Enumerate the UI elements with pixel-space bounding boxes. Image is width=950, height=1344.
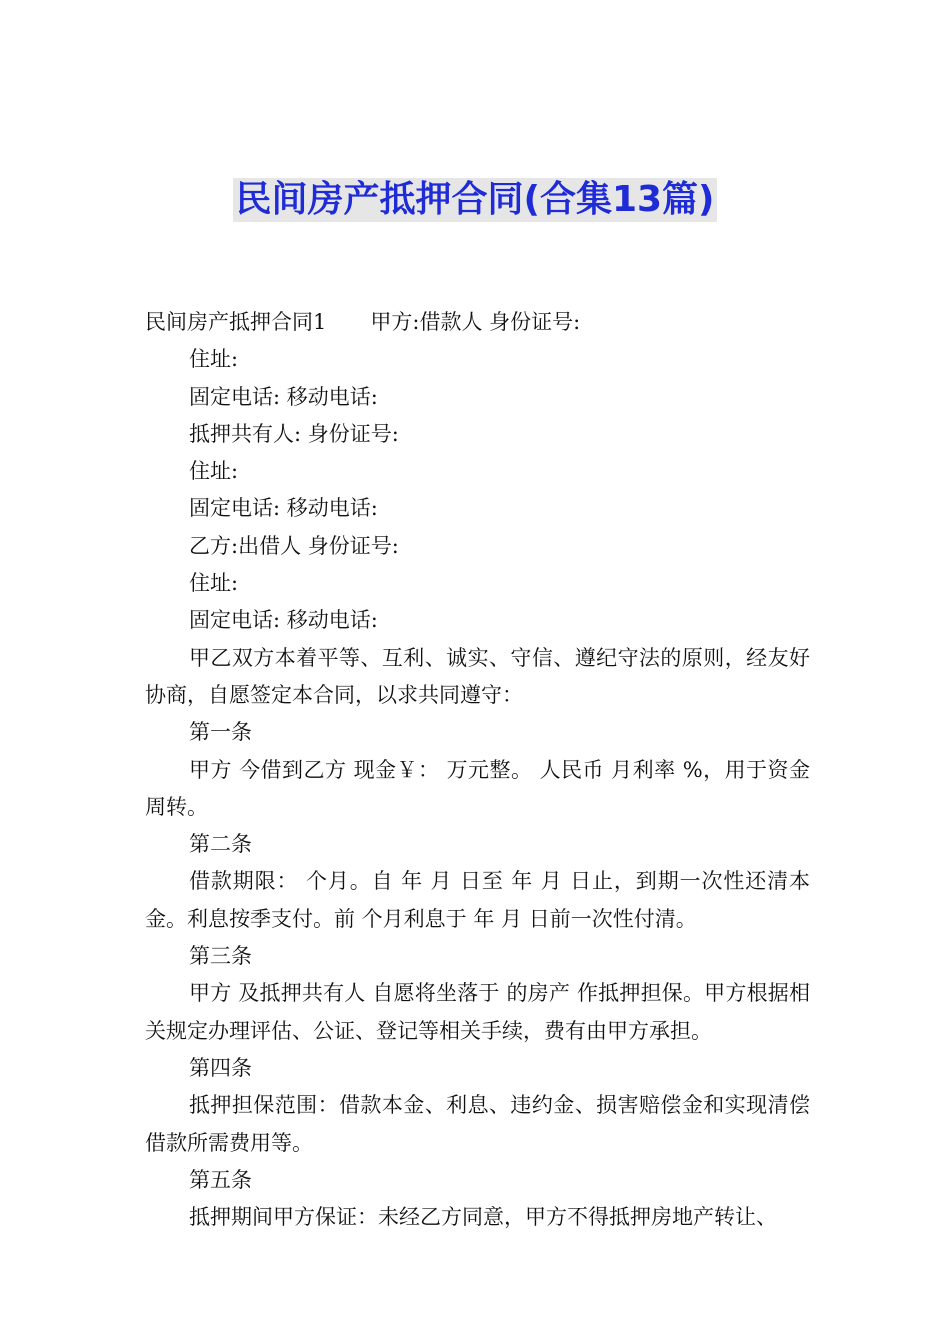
article-heading: 第四条	[189, 1055, 252, 1080]
article-heading: 第一条	[189, 720, 252, 745]
contract-heading: 民间房产抵押合同1	[145, 310, 327, 334]
paragraph: 固定电话: 移动电话:	[189, 384, 378, 409]
paragraph: 固定电话: 移动电话:	[189, 608, 378, 633]
paragraph: 住址:	[189, 347, 239, 372]
article-heading: 第五条	[189, 1167, 252, 1192]
article-heading: 第二条	[189, 832, 252, 857]
paragraph: 固定电话: 移动电话:	[189, 496, 378, 521]
paragraph: 甲乙双方本着平等、互利、诚实、守信、遵纪守法的原则，经友好协商，自愿签定本合同，以求共同遵守：	[145, 645, 810, 707]
paragraph: 抵押担保范围：借款本金、利息、违约金、损害赔偿金和实现清偿借款所需费用等。	[145, 1093, 810, 1155]
paragraph: 甲方 今借到乙方 现金￥： 万元整。 人民币 月利率 %，用于资金周转。	[145, 757, 810, 819]
document-title: 民间房产抵押合同(合集13篇)	[235, 179, 715, 220]
article-heading: 第三条	[189, 944, 252, 969]
party-a-line: 甲方:借款人 身份证号:	[370, 310, 581, 334]
paragraph: 借款期限： 个月。自 年 月 日至 年 月 日止，到期一次性还清本金。利息按季支付。前 个月利息于 年 月 日前一次性付清。	[145, 869, 810, 931]
paragraph: 乙方:出借人 身份证号:	[189, 533, 399, 558]
paragraph: 甲方 及抵押共有人 自愿将坐落于 的房产 作抵押担保。甲方根据相关规定办理评估、公证、登记等相关手续，费有由甲方承担。	[145, 981, 810, 1043]
lead-paragraph	[145, 304, 810, 341]
paragraph: 抵押共有人: 身份证号:	[189, 421, 399, 446]
title-wrapper	[0, 178, 950, 222]
paragraph: 住址:	[189, 571, 239, 596]
paragraph: 住址:	[189, 459, 239, 484]
paragraph: 抵押期间甲方保证：未经乙方同意，甲方不得抵押房地产转让、	[189, 1205, 777, 1230]
document-body	[145, 304, 810, 1236]
